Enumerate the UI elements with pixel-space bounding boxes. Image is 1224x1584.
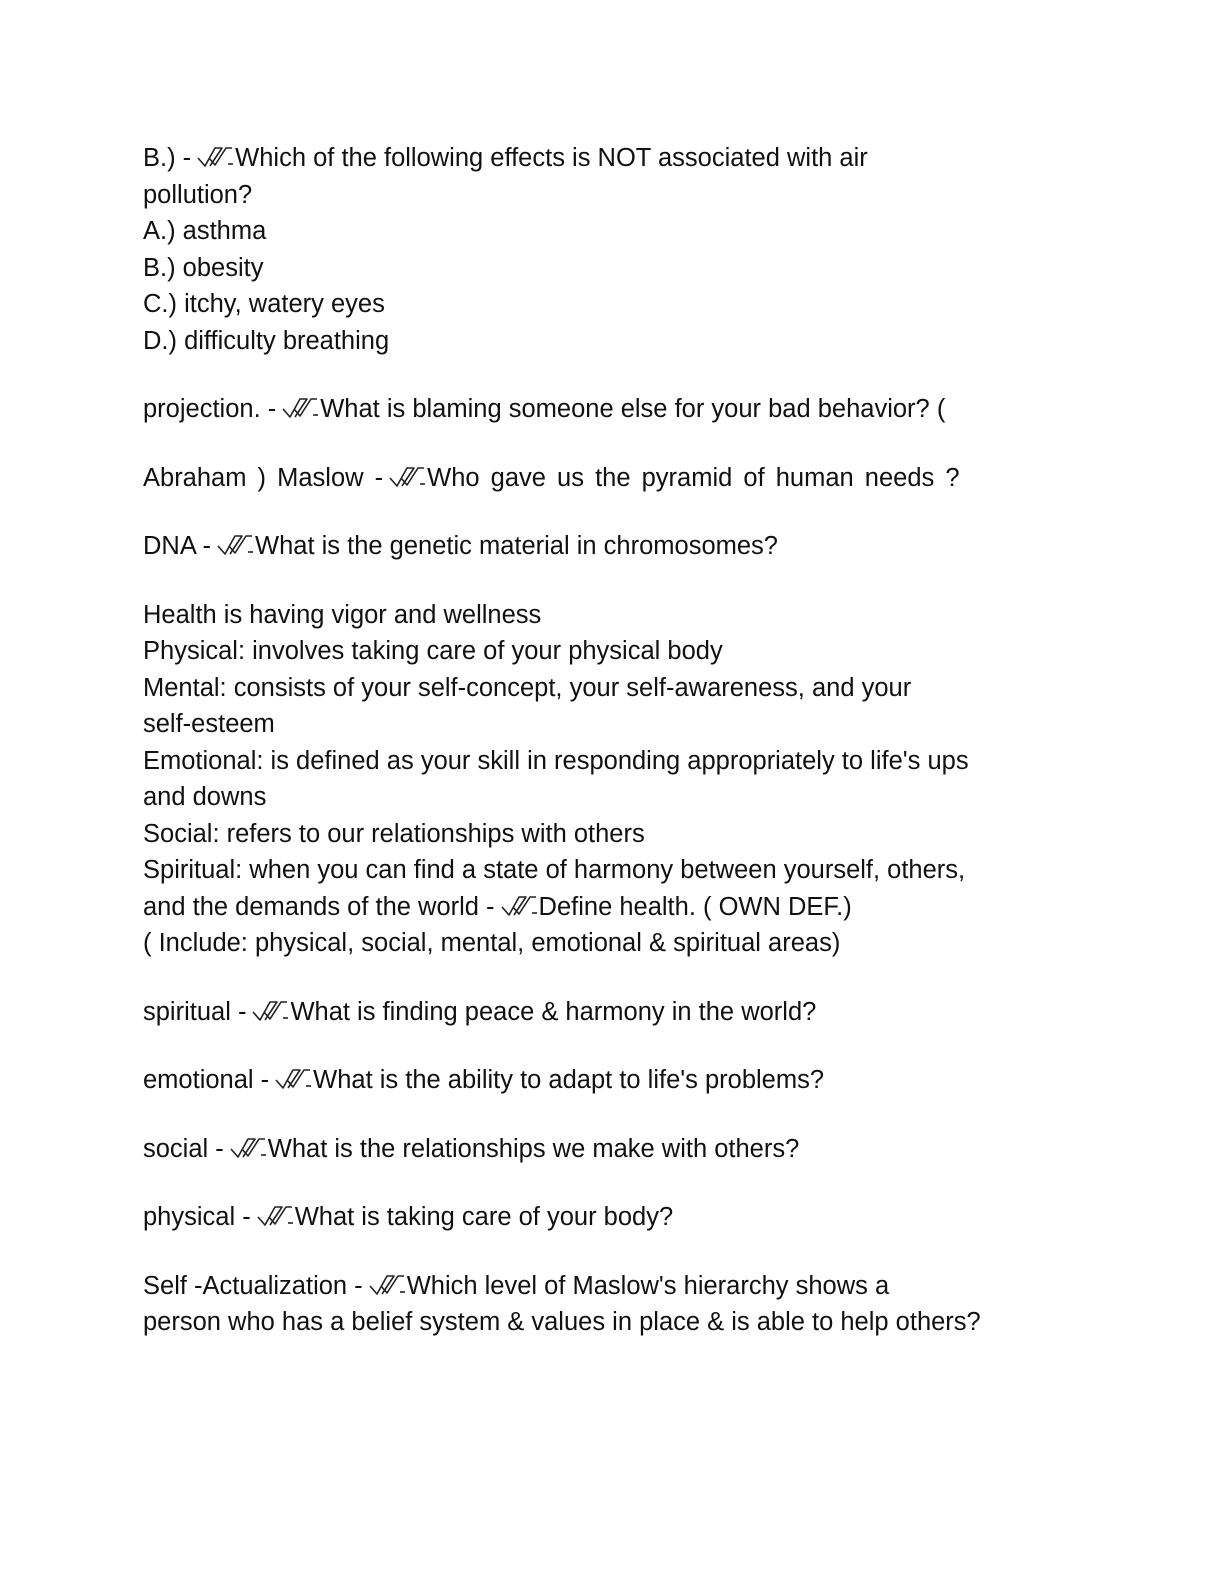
option-c: C.) itchy, watery eyes [143,290,385,318]
qa-entry-social [143,1131,1063,1168]
double-check-icon [500,894,538,918]
option-d: D.) difficulty breathing [143,326,390,355]
answer-text: physical - [143,1203,251,1231]
answer-text: B.) - [143,144,192,172]
double-check-icon [196,145,234,169]
question-text: What is the genetic material in chromosomes? [255,532,778,560]
double-check-icon [281,396,319,420]
question-text: Who gave us the pyramid of human needs ? [427,463,960,492]
qa-line [143,994,1063,1031]
answer-line: Physical: involves taking care of your physical body [143,637,723,665]
option-a: A.) asthma [143,217,267,245]
question-text: What is taking care of your body? [294,1203,674,1231]
qa-entry-emotional [143,1062,1063,1099]
answer-line: Emotional: is defined as your skill in responding appropriately to life's ups [143,746,969,775]
answer-line: Mental: consists of your self-concept, your self-awareness, and your [143,673,912,702]
answer-text: projection. - [143,395,277,423]
qa-entry-spiritual [143,994,1063,1031]
answer-line: Health is having vigor and wellness [143,600,542,629]
qa-line [143,391,1063,428]
double-check-icon [251,999,289,1023]
answer-text: Self -Actualization - [143,1271,363,1300]
qa-line [143,1062,1063,1099]
question-text: pollution? [143,180,253,209]
qa-entry-physical [143,1199,1063,1236]
qa-list [143,140,1063,1373]
answer-text: social - [143,1134,224,1163]
qa-entry-dna [143,528,1063,565]
question-text: person who has a belief system & values in place & is able to help others? [143,1308,981,1336]
qa-entry-maslow [143,460,1063,497]
qa-entry-self-actualization [143,1268,1063,1341]
answer-line: Social: refers to our relationships with others [143,819,645,848]
question-text: Which level of Maslow's hierarchy shows a [406,1271,890,1300]
answer-text: DNA - [143,532,212,560]
question-text: Which of the following effects is NOT associated with air [235,144,868,172]
double-check-icon [229,1136,267,1160]
double-check-icon [388,465,426,489]
option-b: B.) obesity [143,253,264,282]
qa-entry-projection [143,391,1063,428]
double-check-icon [216,533,254,557]
question-text: What is finding peace & harmony in the world? [290,997,817,1026]
question-text: What is the relationships we make with others? [267,1134,800,1163]
answer-text: spiritual - [143,997,247,1026]
double-check-icon [274,1067,312,1091]
qa-line [143,889,1063,926]
answer-text: and the demands of the world - [143,892,495,921]
question-text: What is blaming someone else for your bad behavior? ( [320,395,946,423]
question-text: ( Include: physical, social, mental, emotional & spiritual areas) [143,929,841,957]
qa-entry-air-pollution [143,140,1063,359]
qa-line [143,1268,1063,1305]
answer-line: self-esteem [143,710,275,738]
question-text: What is the ability to adapt to life's problems? [313,1066,825,1094]
qa-line [143,1199,1063,1236]
answer-line: and downs [143,783,267,811]
double-check-icon [368,1273,406,1297]
question-text: Define health. ( OWN DEF.) [538,892,852,921]
answer-text: Abraham ) Maslow - [143,463,384,492]
double-check-icon [256,1204,294,1228]
qa-line [143,1131,1063,1168]
qa-entry-health-definition [143,597,1063,962]
answer-line: Spiritual: when you can find a state of harmony between yourself, others, [143,856,966,884]
qa-line [143,460,1063,497]
answer-text: emotional - [143,1066,270,1094]
qa-line [143,140,1063,177]
qa-line [143,528,1063,565]
